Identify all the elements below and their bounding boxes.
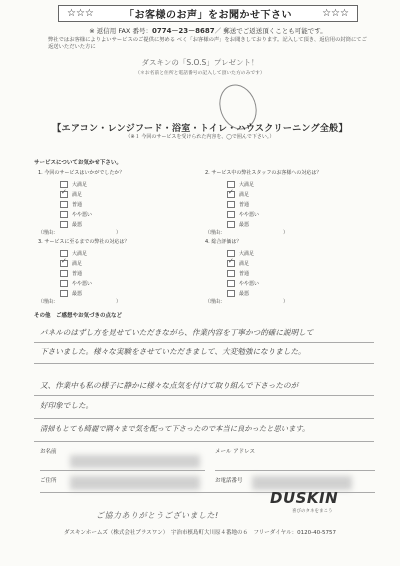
sos-note: （＊お名前と住所と電話番号の記入して頂いた方のみです） [135,71,265,76]
checkbox[interactable] [227,221,235,228]
comment-rule [34,342,374,343]
option-label: 大満足 [239,250,255,257]
checkbox[interactable] [60,221,68,228]
mail-label: メール アドレス [215,449,255,455]
q2-option[interactable] [227,179,375,189]
q2-reason[interactable] [205,229,375,236]
footer-address: ダスキンホームズ（株式会社プラスワン） 宇治市槙島町大川原４番地の６ フリーダイヤル：0120-40-5757 [63,530,337,536]
option-label: 普通 [72,201,83,208]
comment-line: 好印象でした。 [40,401,94,410]
phone-field-redacted[interactable] [252,476,352,490]
comment-rule [34,363,374,364]
reason-close: ） [116,230,122,236]
sos-title: ダスキンの「S.O.S」プレゼント！ [141,58,259,67]
option-label: 普通 [72,270,83,277]
checkbox[interactable] [227,280,235,287]
q2-label: 2. サービス中の弊社スタッフのお客様への対応は？ [205,170,322,176]
checkbox[interactable] [227,211,235,218]
services-note: （※１ 今回のサービスを受けられた内容を、◯で囲んで下さい。） [125,134,275,140]
q1-option[interactable] [60,209,188,219]
comment-rule [34,418,374,419]
option-label: 満足 [72,260,83,267]
q1-option[interactable] [60,189,188,199]
q1-options [60,179,188,229]
option-label: 満足 [72,191,83,198]
q4-option[interactable] [227,268,375,278]
thanks-message: ご協力ありがとうございました! [96,511,219,520]
q1-label: 1. 今回のサービスはいかがでしたか？ [38,170,125,176]
option-label: 最悪 [239,221,250,228]
stars-right: ☆☆☆ [322,8,349,19]
name-label: お名前 [40,449,57,455]
option-label: やや悪い [72,280,93,287]
survey-heading: サービスについてお気かせ下さい。 [34,160,122,166]
q1-option[interactable] [60,179,188,189]
q3-option[interactable] [60,248,188,258]
fax-suffix: ／ 郵送でご返送頂くことも可能です。 [214,27,327,35]
name-rule [40,470,205,471]
q2-options [227,179,375,229]
checkbox[interactable] [60,270,68,277]
header-banner [58,5,358,22]
checkbox-checked[interactable] [227,260,235,267]
q3-option[interactable] [60,268,188,278]
q4-options [227,248,375,298]
intro-text: 弊社ではお客様によりよいサービスのご提供に努める べく「お客様の声」をお聞きしております。記入して頂き、返信用の封筒にてご返送いただいた方に [48,37,367,50]
comment-line: 清掃もとても綺麗で隅々まで気を配って下さったので本当に良かったと思います。 [40,424,310,433]
reason-label: （理由： [205,230,226,236]
q4-option[interactable] [227,288,375,298]
q4-option[interactable] [227,258,375,268]
q3-block [38,238,188,305]
comment-line: 又、作業中も私の様子に静かに様々な点気を付けて取り組んで下さったのが [40,381,299,390]
q2-option[interactable] [227,219,375,229]
q3-option[interactable] [60,278,188,288]
fax-number: 0774－23－8687 [151,27,215,35]
option-label: 最悪 [72,221,83,228]
phone-label: お電話番号 [215,478,243,484]
q2-block [205,169,375,236]
checkbox-checked[interactable] [60,260,68,267]
q4-block [205,238,375,305]
checkbox[interactable] [60,181,68,188]
reason-label: （理由： [38,299,59,305]
option-label: やや悪い [239,211,260,218]
duskin-logo: DUSKIN [270,489,339,507]
reason-label: （理由： [38,230,59,236]
checkbox-checked[interactable] [60,191,68,198]
option-label: 大満足 [72,250,88,257]
services-title: 【エアコン・レンジフード・浴室・トイレ・ハウスクリーニング全般】 [52,124,348,134]
checkbox[interactable] [227,250,235,257]
q2-option[interactable] [227,199,375,209]
checkbox[interactable] [60,290,68,297]
reason-label: （理由： [205,299,226,305]
option-label: 満足 [239,191,250,198]
checkbox[interactable] [227,270,235,277]
q1-block [38,169,188,236]
checkbox[interactable] [60,211,68,218]
checkbox[interactable] [60,280,68,287]
checkbox[interactable] [227,181,235,188]
stars-left: ☆☆☆ [67,8,94,19]
name-field-redacted[interactable] [70,455,200,468]
comment-line: パネルのはずし方を見せていただきながら、作業内容を丁寧かつ的確に説明して [40,328,314,337]
comment-line: 下さいました。様々な実験をさせていただきまして、大変勉強になりました。 [40,347,306,356]
checkbox[interactable] [227,290,235,297]
option-label: 普通 [239,201,250,208]
option-label: 普通 [239,270,250,277]
q1-option[interactable] [60,219,188,229]
comment-rule [34,395,374,396]
q4-option[interactable] [227,248,375,258]
q1-reason[interactable] [38,229,188,236]
comments-heading: その他 ご感想やお気づきの点など [34,313,123,319]
q4-option[interactable] [227,278,375,288]
q1-option[interactable] [60,199,188,209]
reason-close: ） [283,299,289,305]
option-label: 最悪 [72,290,83,297]
q3-reason[interactable] [38,298,188,305]
checkbox[interactable] [60,201,68,208]
option-label: 満足 [239,260,250,267]
checkbox[interactable] [227,201,235,208]
option-label: 大満足 [239,181,255,188]
mail-rule [215,470,375,471]
header-title: 「お客様のお声」をお聞かせ下さい [124,10,292,21]
option-label: 大満足 [72,181,88,188]
checkbox[interactable] [60,250,68,257]
comment-rule [34,441,374,442]
q4-label: 4. 総合評価は？ [205,239,242,245]
option-label: やや悪い [239,280,260,287]
fax-prefix: ※ 返信用 FAX 番号： [89,27,152,35]
option-label: やや悪い [72,211,93,218]
q3-label: 3. サービスに至るまでの弊社の対応は？ [38,239,130,245]
fax-line [58,26,358,36]
q3-option[interactable] [60,258,188,268]
checkbox-checked[interactable] [227,191,235,198]
q3-option[interactable] [60,288,188,298]
q4-reason[interactable] [205,298,375,305]
address-field-redacted[interactable] [70,476,200,490]
reason-close: ） [116,299,122,305]
q2-option[interactable] [227,189,375,199]
q3-options [60,248,188,298]
option-label: 最悪 [239,290,250,297]
q2-option[interactable] [227,209,375,219]
address-label: ご住所 [40,478,57,484]
duskin-tagline: 喜びのタネをまこう [292,509,333,514]
reason-close: ） [283,230,289,236]
